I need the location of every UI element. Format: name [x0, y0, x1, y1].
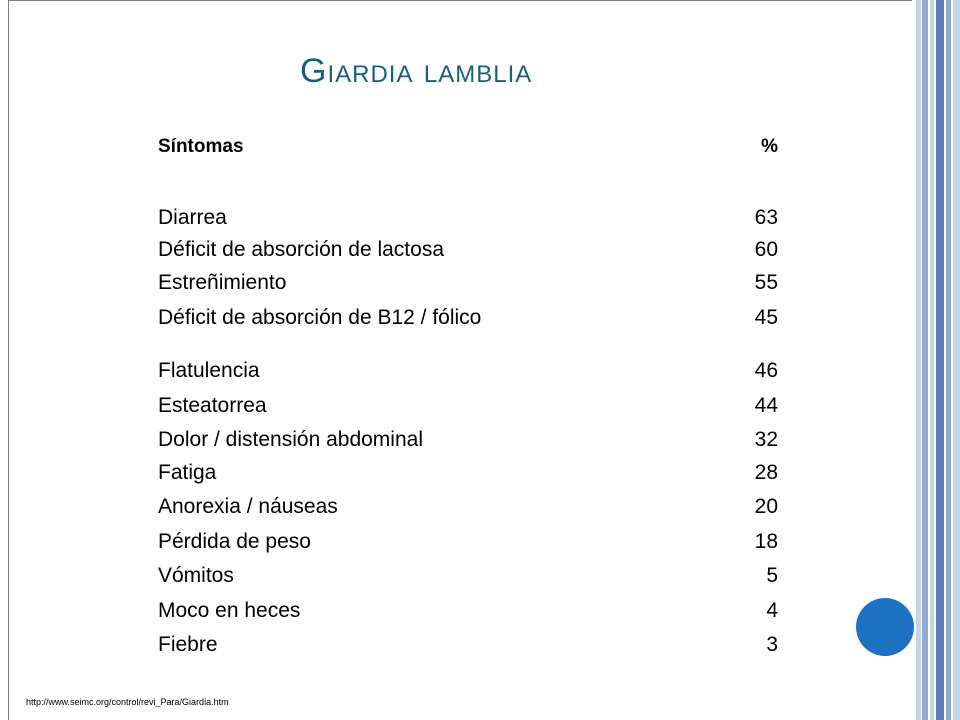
table-row	[158, 457, 778, 489]
symptom-label: Fiebre	[158, 633, 218, 656]
symptom-percent: 18	[754, 530, 778, 553]
symptom-percent: 3	[766, 633, 778, 656]
symptom-percent: 5	[766, 564, 778, 587]
symptom-percent: 44	[754, 394, 778, 417]
table-row	[158, 595, 778, 627]
symptom-percent: 4	[766, 599, 778, 622]
right-decoration-bar-5	[946, 0, 951, 720]
symptom-percent: 60	[754, 238, 778, 261]
right-decoration-bar-3	[930, 0, 934, 720]
symptom-label: Flatulencia	[158, 359, 260, 382]
table-row	[158, 491, 778, 523]
symptom-label: Anorexia / náuseas	[158, 495, 338, 518]
symptom-percent: 55	[754, 271, 778, 294]
left-rail	[0, 0, 8, 720]
symptom-label: Déficit de absorción de lactosa	[158, 238, 444, 261]
table-row	[158, 267, 778, 299]
symptom-percent: 32	[754, 428, 778, 451]
right-decoration-bar-4	[936, 0, 944, 720]
symptom-label: Pérdida de peso	[158, 530, 311, 553]
table-row	[158, 560, 778, 592]
header-symptoms: Síntomas	[158, 136, 244, 157]
table-row	[158, 355, 778, 387]
symptom-label: Fatiga	[158, 461, 217, 484]
symptom-percent: 28	[754, 461, 778, 484]
table-row	[158, 629, 778, 661]
slide-title: Giardia lamblia	[300, 52, 533, 90]
symptom-label: Dolor / distensión abdominal	[158, 428, 423, 451]
symptom-percent: 46	[754, 359, 778, 382]
table-row	[158, 526, 778, 558]
symptom-label: Diarrea	[158, 206, 227, 229]
header-percent: %	[761, 136, 778, 157]
symptom-label: Déficit de absorción de B12 / fólico	[158, 306, 482, 329]
symptom-percent: 63	[754, 206, 778, 229]
decorative-circle	[856, 598, 914, 656]
symptom-label: Estreñimiento	[158, 271, 287, 294]
right-decoration-bar-2	[922, 0, 928, 720]
symptom-label: Vómitos	[158, 564, 234, 587]
table-row	[158, 202, 778, 234]
table-row	[158, 390, 778, 422]
table-row	[158, 302, 778, 334]
table-row	[158, 424, 778, 456]
symptom-label: Moco en heces	[158, 599, 301, 622]
table-row	[158, 234, 778, 266]
right-decoration-bar-6	[953, 0, 960, 720]
right-decoration-bar-1	[916, 0, 921, 720]
symptom-label: Esteatorrea	[158, 394, 267, 417]
source-url: http://www.seimc.org/control/revi_Para/Giardia.htm	[26, 697, 229, 707]
symptom-percent: 20	[754, 495, 778, 518]
symptom-percent: 45	[754, 306, 778, 329]
